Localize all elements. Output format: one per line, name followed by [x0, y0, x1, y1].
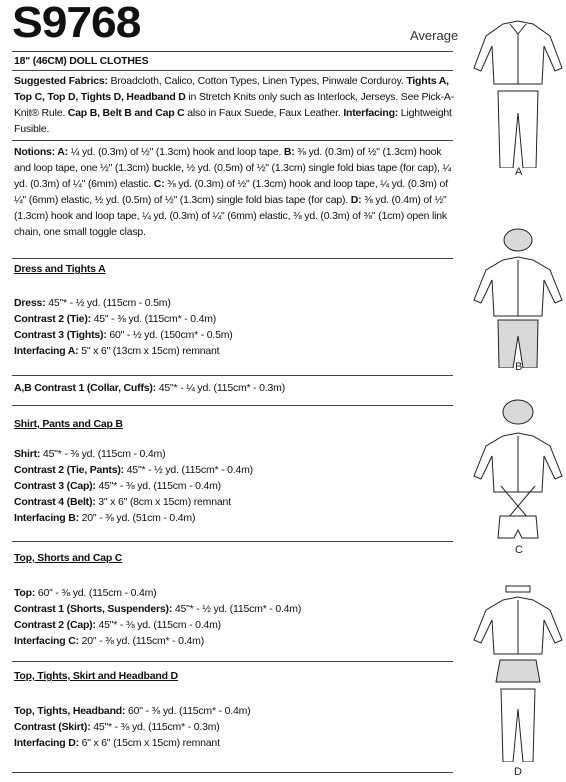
divider	[12, 140, 453, 141]
notions-c: ⅜ yd. (0.3m) of ½" (1.3cm) hook and loop tape, ¼ yd. (0.3m) of ¼" (6mm) elastic, ½ yd. (0.5m) of ½" (1.3cm) single fold bias tape (for cap).	[14, 178, 448, 206]
interfacing-label: Interfacing:	[343, 107, 399, 119]
section-title: Shirt, Pants and Cap B	[14, 418, 123, 430]
yardage-row: Contrast (Skirt): 45"* - ⅜ yd. (115cm* - 0.3m)	[14, 721, 220, 733]
difficulty-level: Average	[410, 28, 459, 43]
fabrics-knit-views: Tights A, Top C, Top D, Tights D, Headband D	[14, 75, 449, 103]
fabrics-text: also in Faux Suede, Faux Leather.	[184, 107, 344, 119]
notions-d-label: D:	[350, 194, 362, 206]
yardage-row: Contrast 3 (Cap): 45"* - ⅜ yd. (115cm - 0.4m)	[14, 480, 221, 492]
fabrics-suede-views: Cap B, Belt B and Cap C	[67, 107, 185, 119]
product-subtitle: 18" (46CM) DOLL CLOTHES	[14, 55, 149, 67]
view-letter: B	[515, 361, 523, 373]
yardage-row: Shirt: 45"* - ⅜ yd. (115cm - 0.4m)	[14, 448, 166, 460]
yardage-row: Dress: 45"* - ½ yd. (115cm - 0.5m)	[14, 297, 171, 309]
yardage-row: Interfacing B: 20" - ⅜ yd. (51cm - 0.4m)	[14, 512, 196, 524]
view-letter: A	[515, 166, 523, 178]
section-rows	[14, 703, 454, 751]
divider	[12, 772, 453, 773]
fabrics-text: Broadcloth, Calico, Cotton Types, Linen Types, Pinwale Corduroy.	[107, 75, 407, 87]
notions	[14, 144, 454, 240]
yardage-row: Interfacing A: 5" x 6" (13cm x 15cm) remnant	[14, 345, 220, 357]
section-title: Top, Shorts and Cap C	[14, 552, 123, 564]
notions-b: ⅜ yd. (0.3m) of ½" (1.3cm) hook and loop tape, one ½" (1.3cm) buckle, ½ yd. (0.5m) of ½" (1.3cm) single fold bias tape (for cap), ¼ yd. (0.3m) of ¼" (6mm) elastic.	[14, 146, 452, 190]
view-d-illustration	[468, 584, 566, 762]
view-a-illustration	[468, 18, 566, 168]
section-rows	[14, 380, 454, 396]
divider	[12, 405, 453, 406]
view-b-illustration	[468, 228, 566, 368]
section-rows	[14, 295, 454, 359]
yardage-row: Contrast 2 (Cap): 45"* - ⅜ yd. (115cm - 0.4m)	[14, 619, 221, 631]
divider	[12, 661, 453, 662]
yardage-row: Contrast 1 (Shorts, Suspenders): 45"* - ½ yd. (115cm* - 0.4m)	[14, 603, 302, 615]
yardage-row: Contrast 4 (Belt): 3" x 6" (8cm x 15cm) remnant	[14, 496, 231, 508]
yardage-row: Interfacing C: 20" - ⅜ yd. (115cm* - 0.4m)	[14, 635, 205, 647]
notions-a: ¼ yd. (0.3m) of ½" (1.3cm) hook and loop tape.	[67, 146, 284, 158]
view-c-illustration	[468, 398, 566, 546]
divider	[12, 541, 453, 542]
divider	[12, 375, 453, 376]
notions-b-label: B:	[283, 146, 295, 158]
section-rows	[14, 585, 454, 649]
yardage-row: Contrast 2 (Tie): 45" - ⅜ yd. (115cm* - 0.4m)	[14, 313, 217, 325]
divider	[12, 70, 453, 71]
suggested-fabrics	[14, 73, 454, 137]
yardage-row: A,B Contrast 1 (Collar, Cuffs): 45"* - ¼ yd. (115cm* - 0.3m)	[14, 382, 286, 394]
fabrics-text: Lightweight Fusible.	[14, 107, 452, 135]
notions-c-label: C:	[153, 178, 165, 190]
divider	[12, 51, 453, 52]
fabrics-label: Suggested Fabrics:	[14, 75, 108, 87]
notions-d: ⅜ yd. (0.4m) of ½" (1.3cm) hook and loop tape, ¼ yd. (0.3m) of ¼" (6mm) elastic, ⅜ yd. (0.3m) of ⅜" (1cm) open link chain, one small toggle clasp.	[14, 194, 447, 238]
yardage-row: Top, Tights, Headband: 60" - ⅜ yd. (115cm* - 0.4m)	[14, 705, 251, 717]
yardage-row: Contrast 3 (Tights): 60" - ½ yd. (150cm* - 0.5m)	[14, 329, 233, 341]
yardage-row: Top: 60" - ⅜ yd. (115cm - 0.4m)	[14, 587, 157, 599]
view-letter: C	[515, 544, 523, 556]
pattern-number: S9768	[12, 0, 141, 47]
section-title: Top, Tights, Skirt and Headband D	[14, 670, 178, 682]
view-letter: D	[514, 766, 522, 778]
section-title: Dress and Tights A	[14, 263, 106, 275]
fabrics-text: in Stretch Knits only such as Interlock, Jerseys. See Pick-A-Knit® Rule.	[14, 91, 454, 119]
divider	[12, 258, 453, 259]
notions-label: Notions: A:	[14, 146, 68, 158]
yardage-row: Interfacing D: 6" x 6" (15cm x 15cm) remnant	[14, 737, 220, 749]
yardage-row: Contrast 2 (Tie, Pants): 45"* - ½ yd. (115cm* - 0.4m)	[14, 464, 253, 476]
section-rows	[14, 446, 454, 526]
